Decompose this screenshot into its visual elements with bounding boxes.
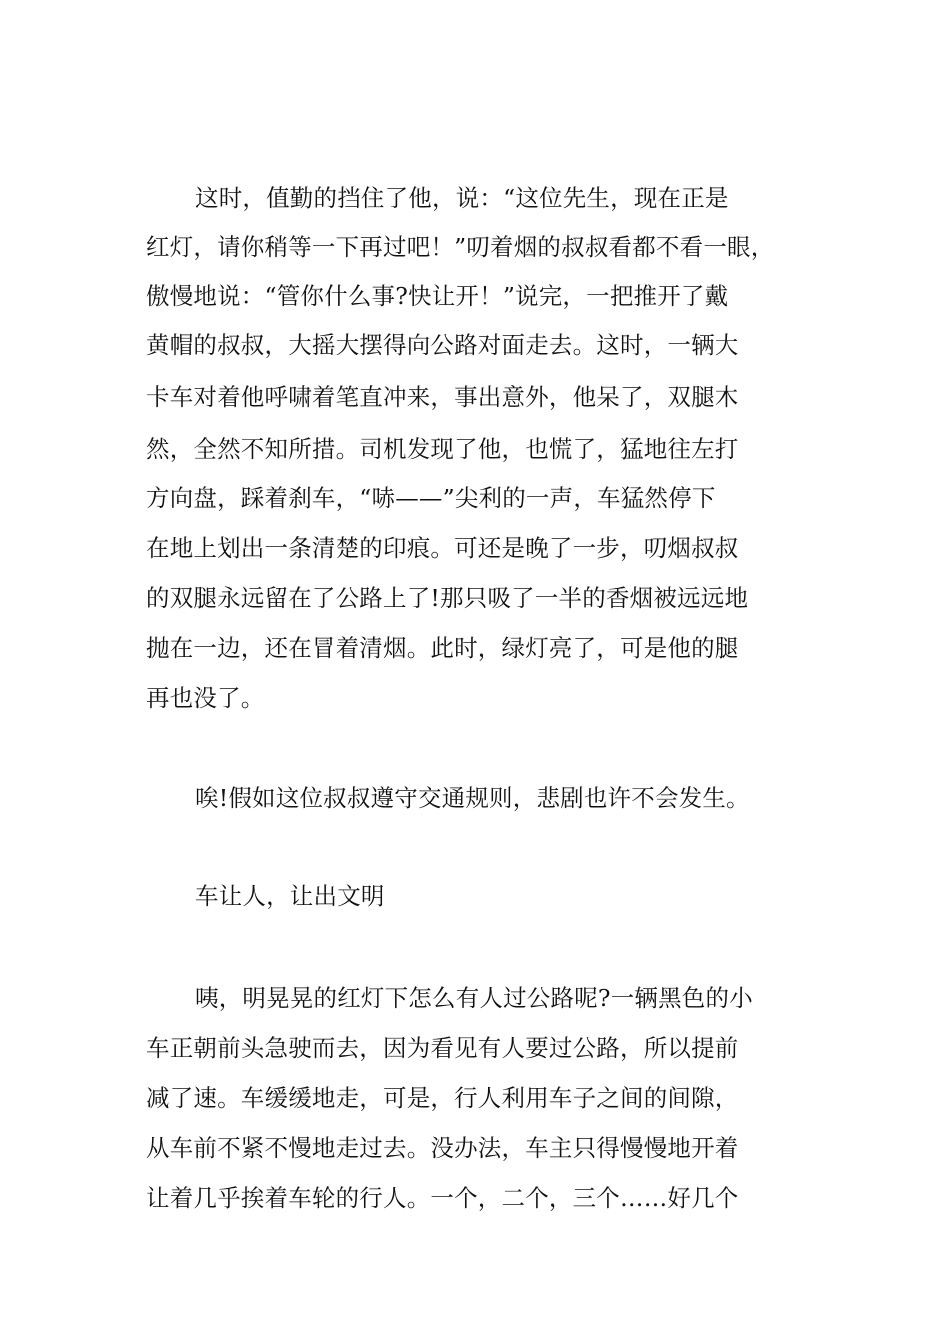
- section-heading: 车让人，让出文明: [195, 882, 385, 910]
- paragraph-1-line-9: 的双腿永远留在了公路上了!那只吸了一半的香烟被远远地: [146, 584, 749, 612]
- paragraph-1-line-7: 方向盘，踩着刹车，“哧——”尖利的一声，车猛然停下: [146, 484, 716, 512]
- paragraph-1-line-10: 抛在一边，还在冒着清烟。此时，绿灯亮了，可是他的腿: [146, 634, 739, 662]
- paragraph-2-line-1: 唉!假如这位叔叔遵守交通规则，悲剧也许不会发生。: [195, 784, 750, 812]
- paragraph-1-line-8: 在地上划出一条清楚的印痕。可还是晚了一步，叨烟叔叔: [146, 534, 739, 562]
- paragraph-1-line-4: 黄帽的叔叔，大摇大摆得向公路对面走去。这时，一辆大: [146, 331, 739, 359]
- paragraph-4-line-3: 减了速。车缓缓地走，可是，行人利用车子之间的间隙，: [146, 1084, 739, 1112]
- paragraph-1-line-5: 卡车对着他呼啸着笔直冲来，事出意外，他呆了，双腿木: [146, 383, 739, 411]
- paragraph-4-line-1: 咦，明晃晃的红灯下怎么有人过公路呢?一辆黑色的小: [195, 984, 753, 1012]
- paragraph-4-line-5: 让着几乎挨着车轮的行人。一个，二个，三个……好几个: [146, 1184, 739, 1212]
- paragraph-4-line-2: 车正朝前头急驶而去，因为看见有人要过公路，所以提前: [146, 1034, 739, 1062]
- paragraph-1-line-3: 傲慢地说：“管你什么事?快让开！”说完，一把推开了戴: [146, 282, 729, 310]
- paragraph-4-line-4: 从车前不紧不慢地走过去。没办法，车主只得慢慢地开着: [146, 1134, 739, 1162]
- paragraph-1-line-2: 红灯，请你稍等一下再过吧！”叨着烟的叔叔看都不看一眼，: [146, 233, 775, 261]
- paragraph-1-line-11: 再也没了。: [146, 684, 265, 712]
- paragraph-1-line-6: 然，全然不知所措。司机发现了他，也慌了，猛地往左打: [146, 435, 739, 463]
- paragraph-1-line-1: 这时，值勤的挡住了他，说：“这位先生，现在正是: [195, 184, 729, 212]
